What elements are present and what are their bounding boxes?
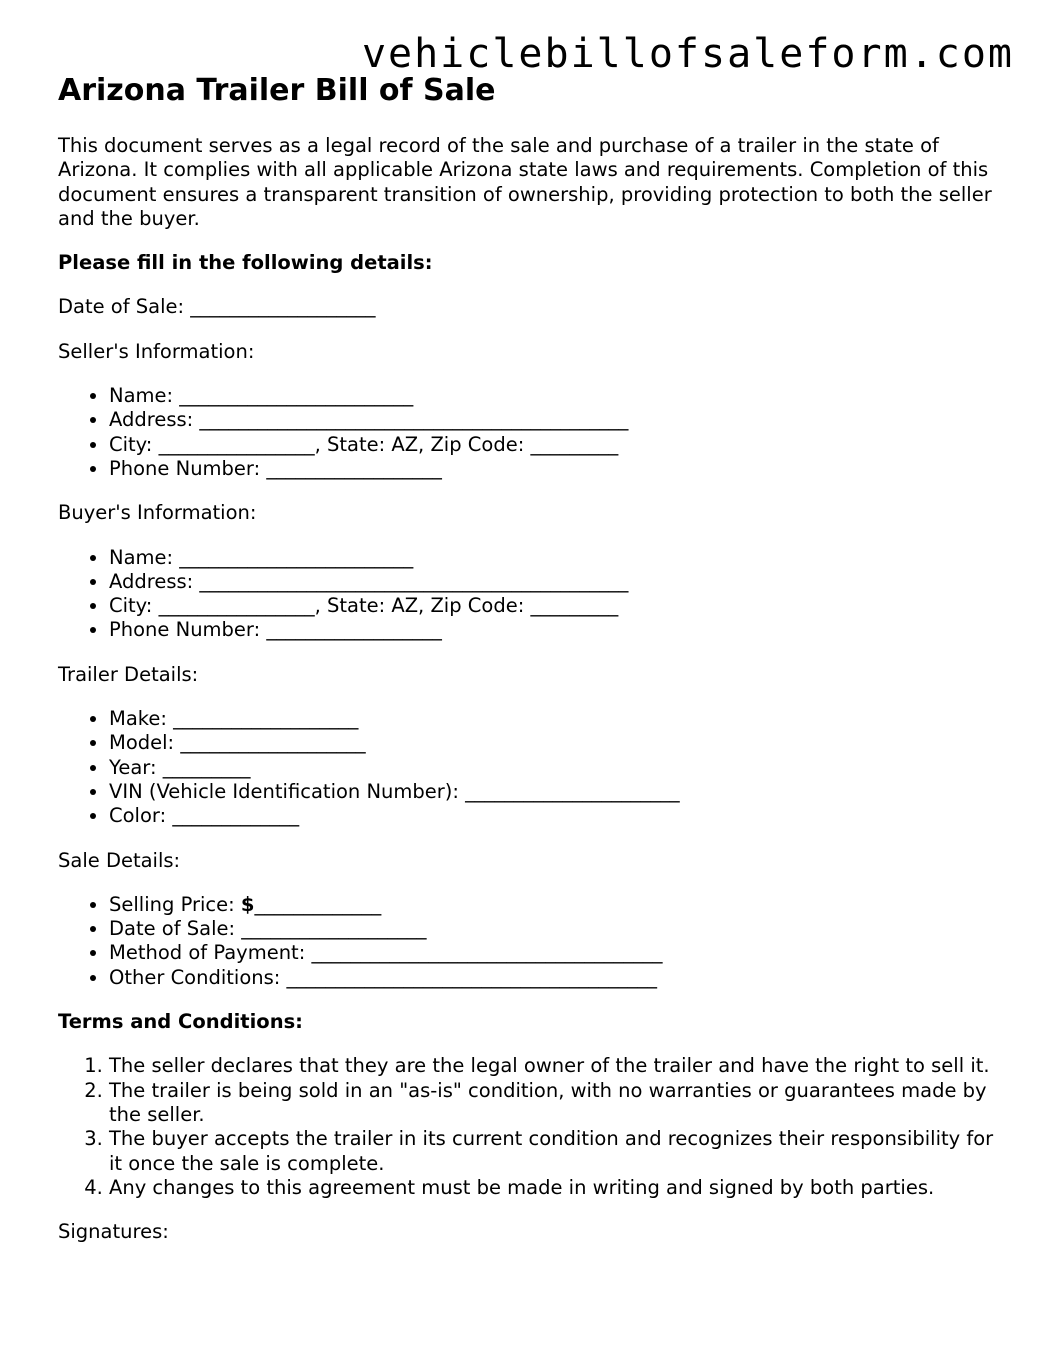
trailer-year-field: • Year: _________ [109,756,998,780]
trailer-list [58,707,998,828]
sale-list [58,893,998,990]
selling-price-field [109,893,998,917]
sale-date-field: • Date of Sale: ___________________ [109,917,998,941]
term-item: 1. The seller declares that they are the legal owner of the trailer and have the right to sell it. [109,1054,998,1078]
trailer-heading: Trailer Details: [58,662,199,686]
dollar-sign: $ [240,892,255,916]
terms-list [58,1054,998,1200]
buyer-list [58,546,998,643]
watermark: vehiclebillofsaleform.com [361,31,1014,77]
seller-phone-field: • Phone Number: __________________ [109,457,998,481]
trailer-color-field: • Color: _____________ [109,804,998,828]
buyer-address-field: • Address: ____________________________________________ [109,570,998,594]
seller-address-field: • Address: ____________________________________________ [109,408,998,432]
other-conditions-field: • Other Conditions: ______________________________________ [109,966,998,990]
terms-heading: Terms and Conditions: [58,1010,303,1034]
payment-method-field: • Method of Payment: ____________________________________ [109,941,998,965]
seller-list [58,384,998,481]
document-page [58,72,998,1244]
intro-paragraph: This document serves as a legal record of the sale and purchase of a trailer in the state of Arizona. It complies with all applicable Arizona state laws and requirements. Completion of this document ensures a transparent transition of ownership, providing protection to both the seller and the buyer. [58,134,992,230]
term-item: 3. The buyer accepts the trailer in its current condition and recognizes their responsibility for it once the sale is complete. [109,1127,998,1176]
trailer-make-field: • Make: ___________________ [109,707,998,731]
buyer-name-field: • Name: ________________________ [109,546,998,570]
trailer-vin-field: • VIN (Vehicle Identification Number): ______________________ [109,780,998,804]
term-item: 2. The trailer is being sold in an "as-is" condition, with no warranties or guarantees made by the seller. [109,1079,998,1128]
buyer-heading: Buyer's Information: [58,501,257,525]
term-item: 4. Any changes to this agreement must be made in writing and signed by both parties. [109,1176,998,1200]
trailer-model-field: • Model: ___________________ [109,731,998,755]
selling-price-label: Selling Price: [109,892,241,916]
date-of-sale-field: Date of Sale: ___________________ [58,295,376,319]
seller-name-field: • Name: ________________________ [109,384,998,408]
fill-heading: Please fill in the following details: [58,251,433,275]
page-title: Arizona Trailer Bill of Sale [58,73,496,108]
selling-price-blank: _____________ [254,892,382,916]
seller-city-field: • City: ________________, State: AZ, Zip Code: _________ [109,433,998,457]
buyer-phone-field: • Phone Number: __________________ [109,618,998,642]
seller-heading: Seller's Information: [58,339,255,363]
buyer-city-field: • City: ________________, State: AZ, Zip Code: _________ [109,594,998,618]
signatures-heading: Signatures: [58,1220,169,1244]
sale-heading: Sale Details: [58,848,181,872]
